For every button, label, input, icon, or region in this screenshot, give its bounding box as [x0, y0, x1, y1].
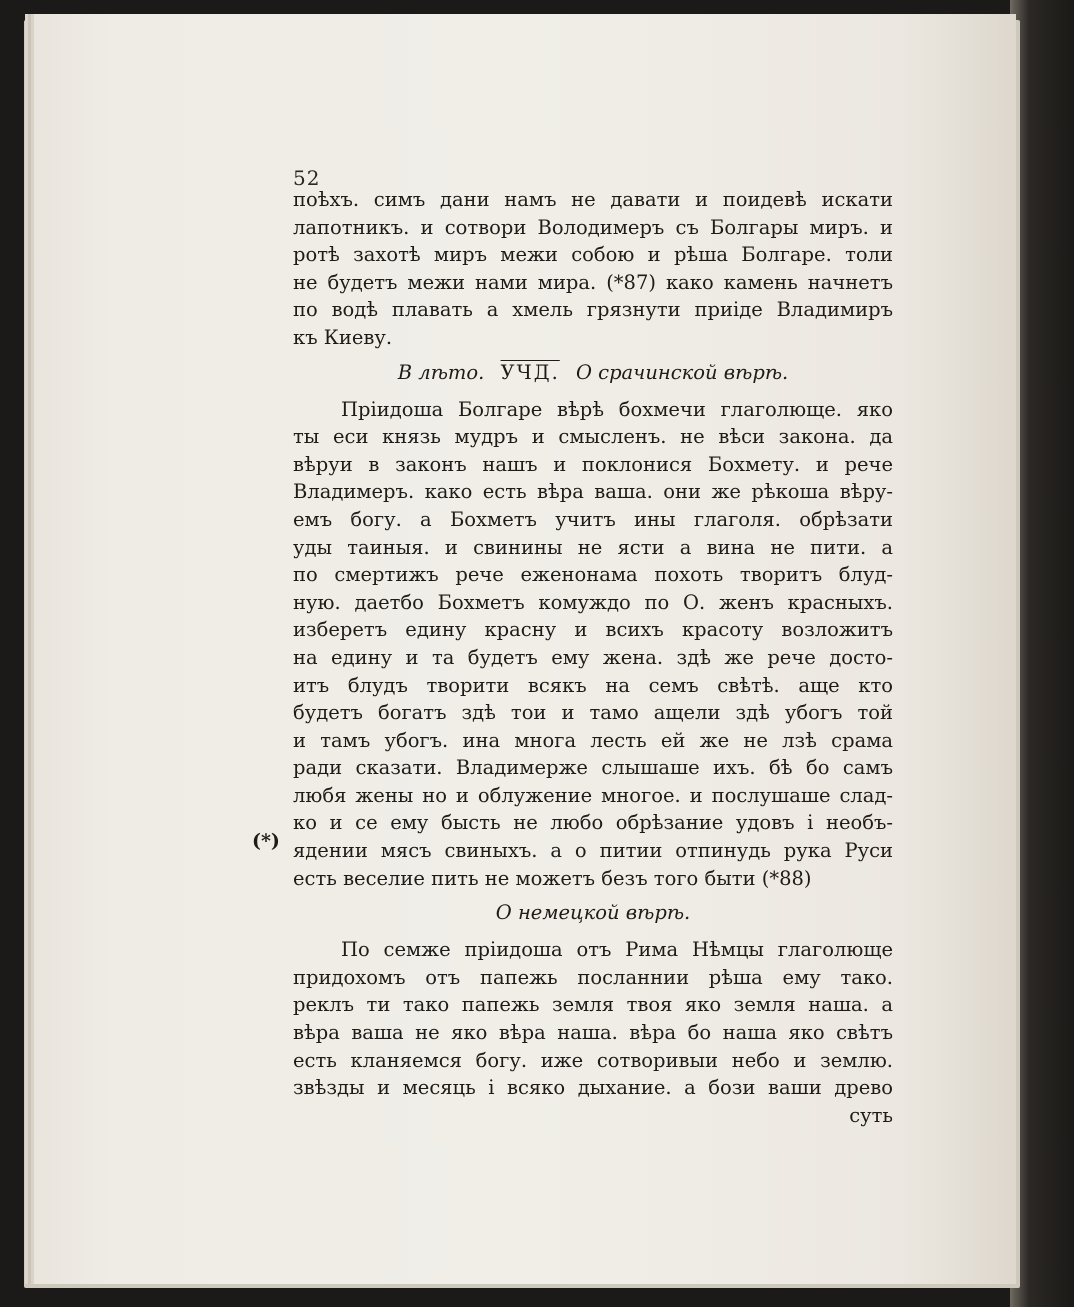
text-line: вѣра ваша не яко вѣра наша. вѣра бо наша яко свѣтъ [293, 1021, 893, 1045]
section-heading-saracen-faith [293, 358, 893, 388]
main-text [293, 186, 893, 1129]
text-line: и тамъ убогъ. ина многа лесть ей же не лзѣ срама [293, 728, 893, 752]
heading-year-prefix: В лѣто. [397, 360, 485, 384]
text-line: итъ блудъ творити всякъ на семъ свѣтѣ. аще кто [293, 673, 893, 697]
text-line: къ Киеву. [293, 325, 393, 349]
text-line: ты еси князь мудръ и смысленъ. не вѣси закона. да [293, 425, 893, 449]
text-line: ядении мясъ свиныхъ. а о питии отпинудь рука Руси [293, 839, 893, 863]
text-line: по смертижъ рече еженонама похоть творитъ блуд- [293, 563, 893, 587]
text-line: реклъ ти тако папежь земля твоя яко земля наша. а [293, 993, 893, 1017]
text-line: есть веселие пить не можетъ безъ того быти (*88) [293, 866, 812, 890]
section-heading-german-faith [293, 898, 893, 928]
heading-title: О срачинской вѣрѣ. [575, 360, 789, 384]
margin-note-mark: (*) [252, 830, 280, 852]
text-line: ко и се ему бысть не любо обрѣзание удовъ і необъ- [293, 811, 893, 835]
text-line: любя жены но и облужение многое. и послушаше слад- [293, 783, 893, 807]
text-line: уды таиныя. и свинины не ясти а вина не пити. а [293, 535, 893, 559]
text-line: лапотникъ. и сотвори Володимеръ съ Болгары миръ. и [293, 215, 893, 239]
text-line: есть кланяемся богу. иже сотворивыи небо и землю. [293, 1048, 893, 1072]
text-line: ную. даетбо Бохметъ комуждо по О. женъ красныхъ. [293, 590, 893, 614]
text-line: не будетъ межи нами мира. (*87) како камень начнетъ [293, 270, 893, 294]
text-line: Пріидоша Болгаре вѣрѣ бохмечи глаголюще. яко [341, 397, 893, 421]
paragraph-intro [293, 186, 893, 352]
catchword: суть [849, 1103, 893, 1127]
text-line: звѣзды и месяць і всяко дыхание. а бози ваши древо [293, 1076, 893, 1100]
paragraph-saracen-faith [293, 396, 893, 893]
text-line: на едину и та будетъ ему жена. здѣ же рече досто- [293, 645, 893, 669]
text-line: поѣхъ. симъ дани намъ не давати и поидевѣ искати [293, 188, 893, 211]
text-line: ради сказати. Владимерже слышаше ихъ. бѣ бо самъ [293, 756, 893, 780]
text-line: по водѣ плавать а хмель грязнути приіде Владимиръ [293, 298, 893, 322]
heading-year: УЧД. [500, 360, 560, 384]
text-line: придохомъ отъ папежь посланнии рѣша ему тако. [293, 965, 893, 989]
text-line: ротѣ захотѣ миръ межи собою и рѣша Болгаре. толи [293, 243, 893, 267]
text-line: По семже пріидоша отъ Рима Нѣмцы глаголюще [341, 938, 893, 962]
text-line: Владимеръ. како есть вѣра ваша. они же рѣкоша вѣру- [293, 480, 893, 504]
text-line: изберетъ едину красну и всихъ красоту возложитъ [293, 618, 893, 642]
page-number: 52 [293, 166, 321, 190]
paragraph-german-faith [293, 936, 893, 1129]
text-line: вѣруи в законъ нашъ и поклонися Бохмету. и рече [293, 452, 893, 476]
text-line: емъ богу. а Бохметъ учитъ ины глаголя. обрѣзати [293, 507, 893, 531]
text-line: будетъ богатъ здѣ тои и тамо ащели здѣ убогъ той [293, 701, 893, 725]
heading-title: О немецкой вѣрѣ. [495, 901, 691, 925]
